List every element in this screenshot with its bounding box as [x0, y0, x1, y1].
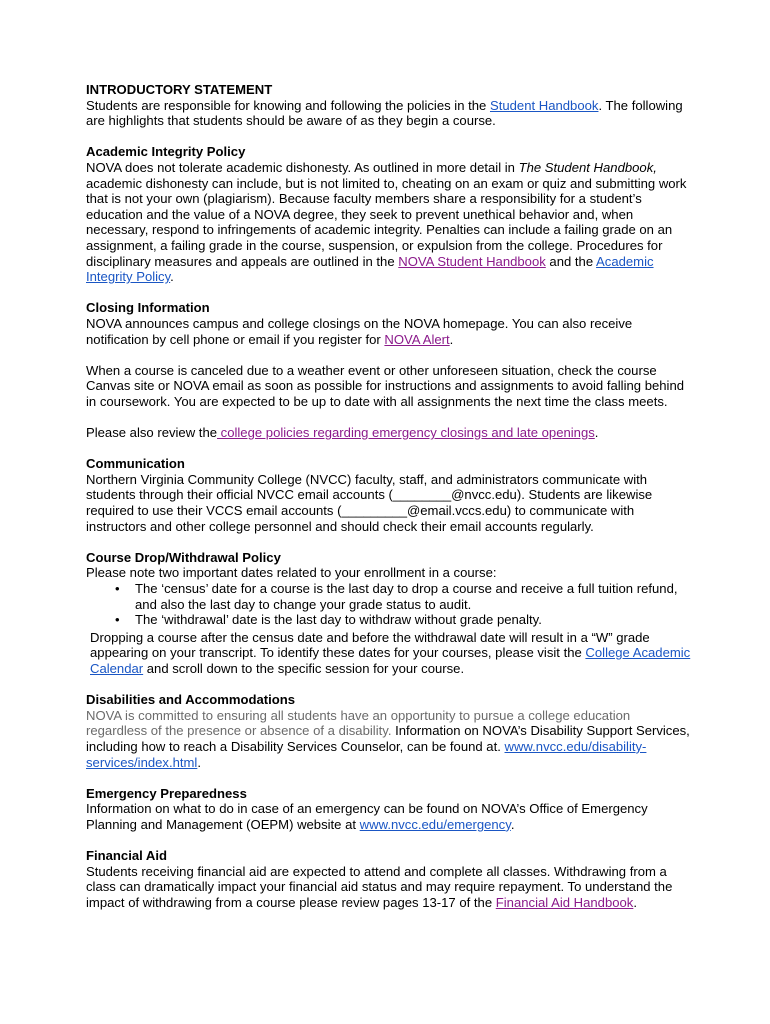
section-heading: Academic Integrity Policy	[86, 144, 246, 160]
disability-services-link[interactable]: www.nvcc.edu/disability-services/index.html	[86, 738, 647, 770]
nova-student-handbook-link[interactable]: NOVA Student Handbook	[398, 253, 546, 269]
list-item: • The ‘census’ date for a course is the last day to drop a course and receive a full tuition refund, and also the last day to change your grade status to audit.	[115, 581, 678, 612]
nova-alert-link[interactable]: NOVA Alert	[384, 331, 450, 347]
emergency-website-link[interactable]: www.nvcc.edu/emergency	[359, 816, 511, 832]
financial-aid-handbook-link[interactable]: Financial Aid Handbook	[495, 894, 634, 910]
academic-calendar-link[interactable]: College Academic Calendar	[90, 645, 691, 676]
intro-paragraph: Students are responsible for knowing and following the policies in the Student Handbook. The following are highlights that students should be aware of as they begin a course.	[86, 97, 683, 129]
section-heading: Closing Information	[86, 300, 210, 316]
section-heading: INTRODUCTORY STATEMENT	[86, 82, 273, 97]
closing-paragraph-2: When a course is canceled due to a weather event or other unforeseen situation, check the course Canvas site or NOVA email as soon as possible for instructions and assignments to avoid falling behind in coursework. You are expected to be up to date with all assignments the next time the class meets.	[86, 362, 685, 409]
section-heading: Disabilities and Accommodations	[86, 692, 296, 708]
section-heading: Emergency Preparedness	[86, 785, 247, 801]
emergency-closings-policy-link[interactable]: college policies regarding emergency closings and late openings	[217, 425, 595, 441]
drop-withdrawal-intro: Please note two important dates related to your enrollment in a course:	[86, 565, 497, 581]
communication-section	[86, 456, 692, 534]
intro-section	[86, 82, 692, 129]
academic-integrity-policy-link[interactable]: Academic Integrity Policy	[86, 253, 654, 285]
academic-integrity-section	[86, 144, 692, 284]
emergency-paragraph: Information on what to do in case of an emergency can be found on NOVA’s Office of Emergency Planning and Management (OEPM) website at www.nvcc.edu/emergency.	[86, 801, 648, 832]
closing-paragraph-3: Please also review the college policies regarding emergency closings and late openings.	[86, 425, 599, 441]
drop-withdrawal-list	[86, 581, 692, 628]
list-item: • The ‘withdrawal’ date is the last day to withdraw without grade penalty.	[115, 612, 542, 628]
closing-paragraph-1: NOVA announces campus and college closings on the NOVA homepage. You can also receive notification by cell phone or email if you register for NOVA Alert.	[86, 315, 633, 347]
section-heading: Communication	[86, 456, 185, 472]
drop-withdrawal-section	[86, 550, 692, 677]
disabilities-paragraph: NOVA is committed to ensuring all students have an opportunity to pursue a college education regardless of the presence or absence of a disability. Information on NOVA’s Disability Support Services, including how to reach a Disability Services Counselor, can be found at. www.nvcc.edu/disability-services/index.html.	[86, 707, 690, 770]
disabilities-section	[86, 692, 692, 770]
document-page	[86, 82, 692, 926]
financial-aid-section	[86, 848, 692, 910]
section-heading: Course Drop/Withdrawal Policy	[86, 549, 281, 565]
academic-integrity-paragraph: NOVA does not tolerate academic dishonesty. As outlined in more detail in The Student Handbook, academic dishonesty can include, but is not limited to, cheating on an exam or quiz and submitting work that is not your own (plagiarism). Because faculty members share a responsibility for a student’s education and the value of a NOVA degree, they seek to prevent unethical behavior and, when necessary, respond to infringements of academic integrity. Penalties can include a failing grade on an assignment, a failing grade in the course, suspension, or expulsion from the college. Procedures for disciplinary measures and appeals are outlined in the NOVA Student Handbook and the Academic Integrity Policy.	[86, 159, 687, 285]
drop-withdrawal-outro: Dropping a course after the census date and before the withdrawal date will result in a “W” grade appearing on your transcript. To identify these dates for your courses, please visit the College Academic Calendar and scroll down to the specific session for your course.	[90, 629, 691, 676]
closing-section	[86, 300, 692, 440]
emergency-section	[86, 786, 692, 833]
financial-aid-paragraph: Students receiving financial aid are expected to attend and complete all classes. Withdrawing from a class can dramatically impact your financial aid status and may require repayment. To understand the impact of withdrawing from a course please review pages 13-17 of the Financial Aid Handbook.	[86, 863, 673, 910]
bullet-icon: •	[115, 612, 120, 628]
student-handbook-link[interactable]: Student Handbook	[489, 97, 599, 113]
communication-paragraph: Northern Virginia Community College (NVCC) faculty, staff, and administrators communicate with students through their official NVCC email accounts (________@nvcc.edu). Students are likewise required to use their VCCS email accounts (_________@email.vccs.edu) to communicate with instructors and other college personnel and should check their email accounts regularly.	[86, 471, 653, 534]
bullet-icon: •	[115, 581, 120, 596]
section-heading: Financial Aid	[86, 848, 167, 864]
